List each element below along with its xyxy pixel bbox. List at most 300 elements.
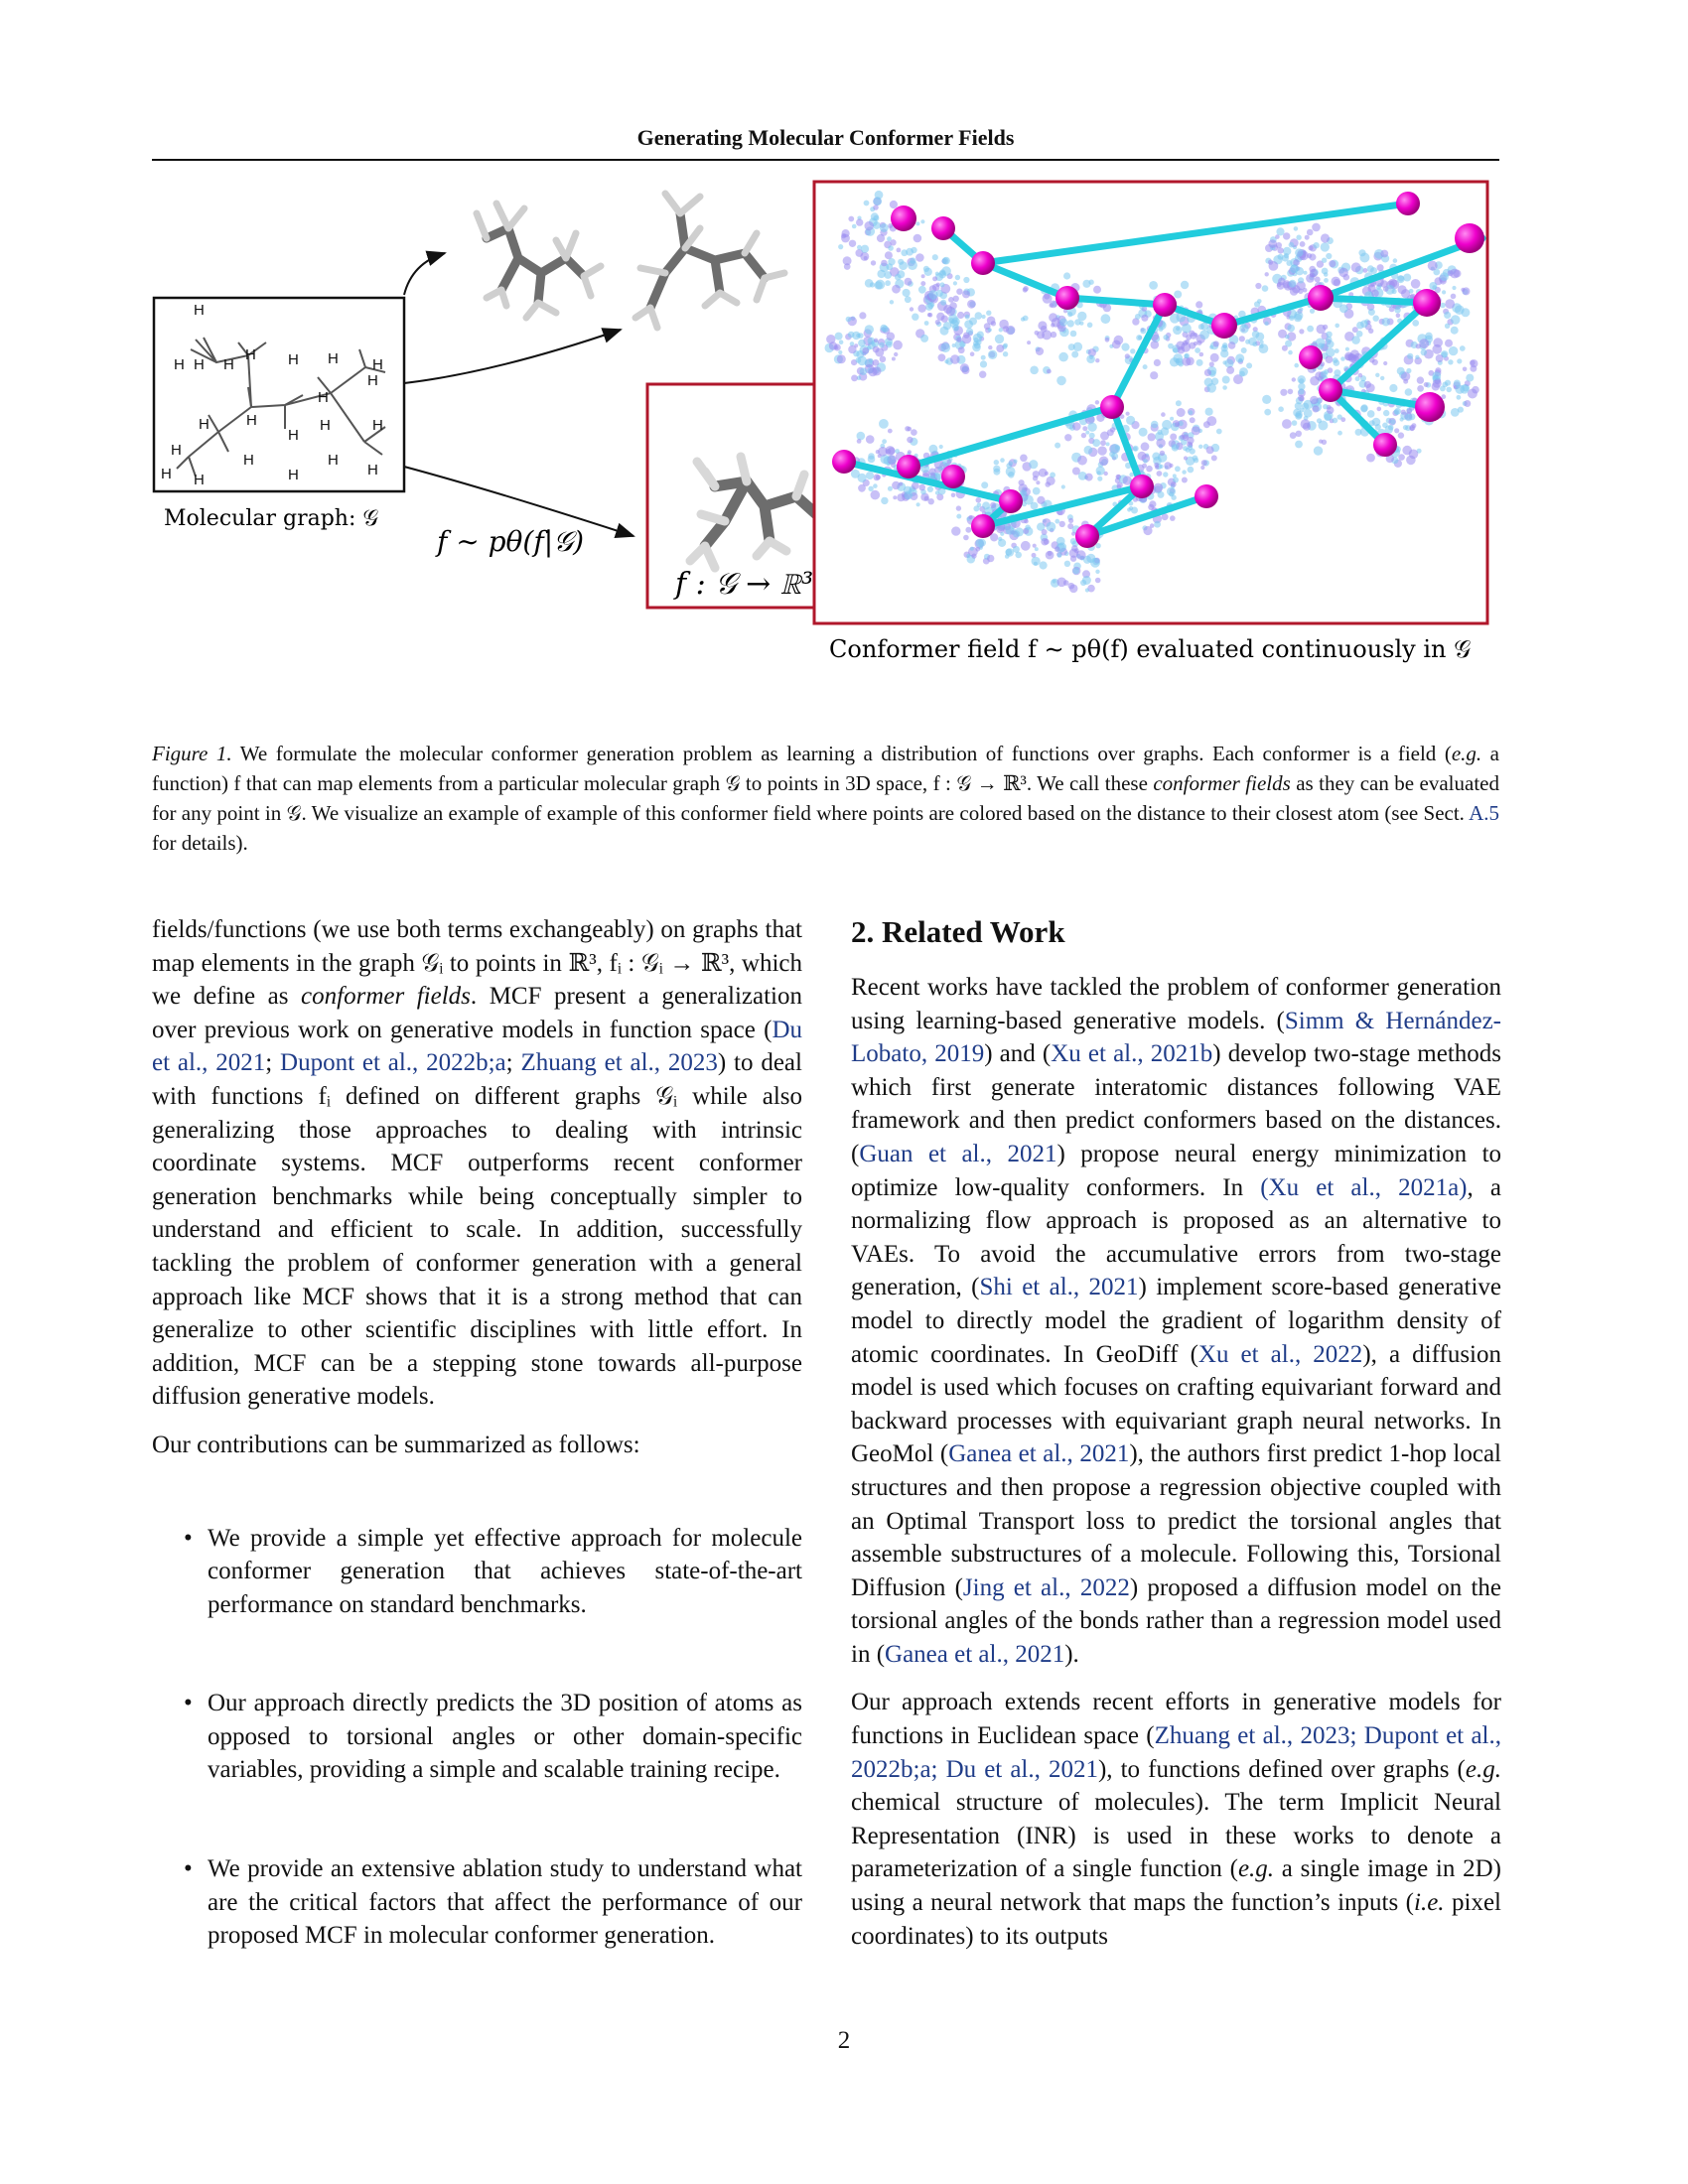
field-point <box>1131 507 1138 514</box>
field-point <box>924 268 932 276</box>
field-point <box>851 375 858 382</box>
field-point <box>1326 253 1332 259</box>
field-point <box>1359 253 1369 263</box>
field-point <box>932 254 938 260</box>
field-point <box>958 346 965 353</box>
field-point <box>1070 556 1076 562</box>
field-point <box>1360 320 1368 328</box>
field-point <box>1059 521 1065 527</box>
citation-link[interactable]: (Xu et al., 2021a) <box>1260 1173 1468 1201</box>
field-point <box>857 432 866 441</box>
field-atom <box>1455 223 1484 253</box>
citation-link[interactable]: Xu et al., 2022 <box>1197 1340 1363 1368</box>
field-point <box>871 260 876 265</box>
field-point <box>1053 580 1056 584</box>
field-point <box>837 354 846 363</box>
hydrogen-label: H <box>194 472 205 488</box>
caption-text: We formulate the molecular conformer generation problem as learning a distribution of functions over graphs. Each conformer is a field ( <box>239 742 1452 765</box>
field-point <box>912 314 918 321</box>
field-point <box>1448 359 1453 364</box>
field-point <box>1290 264 1299 273</box>
field-point <box>890 239 896 245</box>
field-point <box>893 341 903 350</box>
field-point <box>1074 319 1080 325</box>
field-point <box>1442 382 1448 388</box>
field-point <box>1382 318 1391 327</box>
field-point <box>888 429 893 434</box>
field-point <box>1373 316 1379 322</box>
field-point <box>1097 477 1102 481</box>
field-point <box>1211 455 1217 461</box>
field-point <box>993 466 1000 473</box>
field-point <box>928 498 934 504</box>
field-point <box>1394 409 1400 415</box>
field-point <box>976 547 981 552</box>
field-point <box>887 333 896 341</box>
field-point <box>969 515 973 519</box>
citation-link[interactable]: Simm & Hernández-Lobato, 2019 <box>851 1007 1501 1068</box>
field-point <box>1299 329 1304 334</box>
field-point <box>1466 374 1474 382</box>
field-point <box>1100 440 1106 446</box>
field-point <box>1294 314 1302 322</box>
field-atom <box>1211 313 1237 339</box>
field-point <box>1126 412 1130 416</box>
field-point <box>1380 376 1384 380</box>
field-atom <box>1075 524 1099 548</box>
field-point <box>1295 441 1303 449</box>
field-point <box>1175 466 1181 472</box>
field-point <box>1047 369 1052 374</box>
field-point <box>1150 523 1155 528</box>
field-point <box>1264 409 1271 416</box>
field-point <box>1337 431 1342 436</box>
field-point <box>1182 324 1192 334</box>
field-point <box>890 300 894 304</box>
field-point <box>1264 322 1268 326</box>
field-point <box>952 343 956 347</box>
figure-1 <box>149 179 1499 675</box>
field-point <box>1302 403 1309 410</box>
field-point <box>1393 258 1398 263</box>
field-point <box>995 335 1004 343</box>
field-point <box>1170 357 1179 366</box>
field-point <box>1025 525 1031 531</box>
citation-link[interactable]: Zhuang et al., 2023 <box>520 1049 718 1077</box>
field-point <box>1389 307 1395 313</box>
field-point <box>1310 309 1315 314</box>
field-point <box>1321 370 1328 377</box>
field-point <box>1375 424 1381 430</box>
field-point <box>1445 340 1453 347</box>
citation-link[interactable]: Shi et al., 2021 <box>979 1274 1139 1301</box>
field-point <box>1068 343 1075 350</box>
field-point <box>956 338 961 342</box>
citation-link[interactable]: Ganea et al., 2021 <box>885 1640 1065 1668</box>
field-point <box>1093 286 1101 294</box>
field-point <box>977 332 984 339</box>
field-point <box>1241 347 1247 353</box>
field-point <box>1161 412 1166 417</box>
field-point <box>1003 351 1008 356</box>
field-point <box>881 497 888 504</box>
field-point <box>1135 314 1141 320</box>
field-point <box>856 334 860 338</box>
field-point <box>971 554 976 559</box>
field-point <box>963 535 969 541</box>
field-point <box>982 315 986 319</box>
field-point <box>1209 345 1213 349</box>
field-point <box>1036 480 1040 484</box>
field-point <box>1024 519 1029 524</box>
hydrogen-label: H <box>318 389 329 406</box>
paragraph: fields/functions (we use both terms exchangeably) on graphs that map elements in the graph 𝒢ᵢ to points in ℝ³, fᵢ : 𝒢ᵢ → ℝ³, which we define as conformer fields. MCF present a generalization over previous work on generative models in function space (Du et al., 2021; Dupont et al., 2022b;a; Zhuang et al., 2023) to deal with functions fᵢ defined on different graphs 𝒢ᵢ while also generalizing those approaches to dealing with intrinsic coordinate systems. MCF outperforms recent conformer generation benchmarks while being conceptually simpler to understand and efficient to scale. In addition, successfully tackling the problem of conformer generation with a general approach like MCF shows that it is a strong method that can generalize to other scientific disciplines with little effort. In addition, MCF can be a stepping stone towards all-purpose diffusion generative models. <box>152 916 802 1411</box>
field-point <box>920 281 925 286</box>
field-point <box>839 340 844 344</box>
field-point <box>953 281 957 285</box>
field-point <box>835 333 843 341</box>
citation-link[interactable]: Jing et al., 2022 <box>962 1573 1130 1601</box>
field-point <box>1155 465 1159 469</box>
field-point <box>1442 290 1446 294</box>
field-point <box>838 350 842 354</box>
citation-link[interactable]: Xu et al., 2021b <box>1051 1040 1213 1068</box>
field-point <box>955 275 960 280</box>
field-point <box>1280 389 1287 396</box>
field-point <box>1056 537 1065 546</box>
field-point <box>910 257 915 263</box>
field-point <box>1206 446 1214 454</box>
field-point <box>1095 358 1099 362</box>
field-point <box>858 340 866 347</box>
field-point <box>1056 578 1066 588</box>
hydrogen-label: H <box>171 442 182 459</box>
field-point <box>893 495 897 499</box>
field-point <box>1206 416 1216 426</box>
field-point <box>1081 433 1086 438</box>
field-point <box>1125 353 1130 358</box>
field-point <box>1292 420 1298 426</box>
molecular-graph-label: Molecular graph: 𝒢 <box>164 506 379 531</box>
field-point <box>1175 422 1180 427</box>
field-point <box>1372 359 1378 365</box>
field-point <box>907 437 913 443</box>
field-point <box>1071 351 1078 358</box>
field-point <box>865 279 874 288</box>
field-point <box>1458 407 1464 413</box>
field-point <box>1457 395 1462 400</box>
field-point <box>1396 314 1401 319</box>
field-point <box>1295 413 1302 420</box>
field-point <box>1199 330 1209 340</box>
field-point <box>1305 235 1310 240</box>
field-point <box>1380 250 1388 258</box>
header-rule <box>152 159 1499 161</box>
field-point <box>1148 433 1156 441</box>
list-item: • We provide a simple yet effective approach for molecule conformer generation that achieves state-of-the-art performance on standard benchmarks. <box>152 1522 802 1622</box>
field-point <box>1339 304 1348 313</box>
field-point <box>1295 402 1302 409</box>
field-point <box>1036 347 1044 355</box>
field-point <box>956 289 962 295</box>
paragraph: Our contributions can be summarized as follows: <box>152 1431 640 1458</box>
field-point <box>1143 364 1148 369</box>
field-point <box>1255 333 1264 341</box>
term: conformer fields <box>301 983 471 1011</box>
field-point <box>1064 434 1071 441</box>
field-point <box>1176 327 1180 331</box>
field-point <box>1259 344 1263 348</box>
field-point <box>1239 324 1248 333</box>
hydrogen-label: H <box>367 372 378 389</box>
field-point <box>924 321 929 326</box>
citation-link[interactable]: Dupont et al., 2022b;a <box>280 1049 506 1077</box>
field-point <box>981 481 988 488</box>
field-label: Conformer field f ∼ pθ(f) evaluated continuously in 𝒢 <box>829 635 1472 663</box>
field-point <box>1444 312 1451 319</box>
conformer-sketch-1 <box>477 204 601 318</box>
hydrogen-label: H <box>246 412 257 429</box>
field-point <box>1321 233 1330 242</box>
field-point <box>1035 547 1039 551</box>
field-point <box>1222 360 1226 364</box>
field-point <box>977 503 982 508</box>
field-point <box>865 325 874 334</box>
field-point <box>928 290 937 299</box>
field-point <box>1199 352 1204 357</box>
field-point <box>1445 299 1455 309</box>
field-point <box>868 367 877 376</box>
field-atom <box>1153 293 1177 317</box>
field-point <box>920 335 928 342</box>
field-point <box>1174 291 1182 299</box>
field-point <box>1265 272 1269 276</box>
field-point <box>1340 356 1345 361</box>
citation-link[interactable]: Zhuang et al., 2023; Dupont et al., 2022b;a; Du et al., 2021 <box>851 1722 1501 1783</box>
field-point <box>1170 417 1174 421</box>
field-point <box>1390 419 1395 424</box>
field-point <box>1163 472 1168 477</box>
field-point <box>1389 384 1397 392</box>
figure-caption <box>152 739 1499 858</box>
field-point <box>1220 349 1228 357</box>
field-point <box>951 526 960 535</box>
field-point <box>1154 521 1161 528</box>
field-point <box>1047 522 1056 532</box>
field-point <box>1417 385 1424 392</box>
hydrogen-label: H <box>372 356 383 373</box>
field-point <box>908 450 912 454</box>
field-point <box>1289 316 1294 321</box>
field-point <box>1177 408 1186 417</box>
field-point <box>1045 472 1049 476</box>
field-point <box>1056 376 1066 386</box>
field-point <box>1440 272 1449 281</box>
field-point <box>987 555 994 562</box>
hydrogen-label: H <box>161 466 172 482</box>
field-point <box>1262 395 1271 404</box>
field-point <box>864 256 868 260</box>
field-point <box>1449 346 1458 355</box>
field-point <box>1321 242 1330 251</box>
field-point <box>897 248 902 253</box>
field-point <box>1095 400 1099 404</box>
field-point <box>1314 446 1323 455</box>
field-point <box>1141 442 1150 451</box>
field-point <box>1299 307 1303 311</box>
mapping-label: f : 𝒢 → ℝ³ <box>675 567 814 602</box>
field-point <box>1042 529 1048 535</box>
field-point <box>1076 550 1086 560</box>
field-point <box>829 341 837 349</box>
field-point <box>1087 323 1093 329</box>
field-point <box>1049 313 1057 322</box>
field-point <box>1432 285 1437 290</box>
field-point <box>1296 431 1302 437</box>
field-point <box>1200 466 1204 470</box>
field-point <box>852 224 857 229</box>
field-point <box>1460 345 1466 351</box>
field-point <box>962 290 970 298</box>
field-point <box>1196 301 1202 308</box>
field-point <box>1470 365 1477 372</box>
field-point <box>838 244 843 249</box>
field-point <box>940 300 946 306</box>
field-point <box>1277 282 1282 287</box>
field-point <box>990 502 996 508</box>
field-point <box>1198 445 1202 449</box>
field-point <box>1268 260 1273 265</box>
field-point <box>1020 455 1028 463</box>
field-point <box>1222 385 1227 390</box>
field-point <box>1383 410 1389 416</box>
field-point <box>957 312 964 319</box>
field-point <box>1070 538 1076 544</box>
hydrogen-label: H <box>243 452 254 469</box>
field-point <box>878 447 888 457</box>
field-point <box>866 435 875 444</box>
field-point <box>1133 446 1139 452</box>
field-atom <box>1299 345 1323 369</box>
field-point <box>1198 324 1204 330</box>
field-point <box>1195 347 1200 353</box>
field-point <box>1368 309 1375 316</box>
field-point <box>1289 280 1297 288</box>
field-point <box>1170 434 1177 441</box>
field-point <box>1095 543 1100 548</box>
field-point <box>873 215 879 221</box>
field-point <box>1210 353 1219 362</box>
citation-link[interactable]: Guan et al., 2021 <box>859 1140 1057 1167</box>
field-point <box>862 347 869 354</box>
field-point <box>1333 418 1338 424</box>
field-point <box>1329 260 1336 267</box>
field-point <box>1182 470 1186 474</box>
field-point <box>1405 414 1413 422</box>
field-point <box>1324 272 1329 277</box>
field-point <box>888 245 894 251</box>
field-point <box>1096 467 1105 476</box>
field-point <box>1109 452 1115 458</box>
field-point <box>1206 383 1216 393</box>
field-point <box>1403 379 1408 384</box>
field-bond <box>1321 298 1427 303</box>
field-point <box>1050 473 1055 478</box>
field-point <box>950 320 959 329</box>
right-column <box>851 913 1501 1968</box>
field-point <box>1101 314 1111 324</box>
field-point <box>1239 371 1245 377</box>
field-point <box>1290 432 1297 439</box>
field-point <box>1398 432 1404 438</box>
field-point <box>846 317 852 323</box>
hydrogen-label: H <box>223 356 234 373</box>
field-point <box>1216 429 1222 435</box>
field-point <box>1335 348 1339 353</box>
caption-section-link[interactable]: A.5 <box>1469 801 1499 825</box>
field-point <box>1103 304 1111 312</box>
field-point <box>1310 396 1319 405</box>
field-point <box>936 313 944 321</box>
conformer-sketch-2 <box>635 194 784 328</box>
field-point <box>944 359 948 363</box>
caption-eg: e.g. <box>1451 742 1482 765</box>
field-point <box>894 352 898 356</box>
field-point <box>1097 446 1106 455</box>
field-point <box>1084 446 1093 455</box>
field-point <box>856 357 862 363</box>
field-point <box>1000 532 1004 536</box>
field-point <box>1326 332 1332 338</box>
field-point <box>1008 472 1015 478</box>
field-point <box>1163 335 1169 341</box>
citation-link[interactable]: Ganea et al., 2021 <box>948 1440 1130 1468</box>
field-point <box>1324 278 1329 283</box>
field-point <box>1063 272 1070 279</box>
field-point <box>875 348 884 357</box>
field-point <box>1276 227 1284 235</box>
field-point <box>928 313 933 318</box>
field-point <box>1140 328 1146 334</box>
field-point <box>1464 400 1471 407</box>
field-point <box>1072 422 1081 431</box>
field-point <box>1371 290 1379 298</box>
field-point <box>1432 371 1441 380</box>
citation-link[interactable]: Du et al., 2021 <box>152 1016 802 1077</box>
field-point <box>1170 515 1176 521</box>
field-point <box>1058 352 1068 362</box>
field-point <box>1326 347 1335 356</box>
field-point <box>858 484 866 492</box>
field-point <box>981 355 986 360</box>
field-point <box>1184 456 1188 460</box>
running-head: Generating Molecular Conformer Fields <box>636 125 1015 150</box>
field-point <box>1377 407 1382 412</box>
field-point <box>892 357 896 361</box>
field-point <box>1151 421 1159 429</box>
field-point <box>1322 258 1327 263</box>
field-point <box>1029 460 1038 469</box>
field-point <box>1106 442 1110 446</box>
field-point <box>1278 254 1284 260</box>
field-point <box>1154 483 1164 493</box>
field-point <box>1298 277 1304 283</box>
hydrogen-label: H <box>194 356 205 373</box>
field-point <box>1255 283 1261 289</box>
field-point <box>1358 373 1363 378</box>
field-atom <box>1413 289 1441 317</box>
field-point <box>880 356 887 363</box>
